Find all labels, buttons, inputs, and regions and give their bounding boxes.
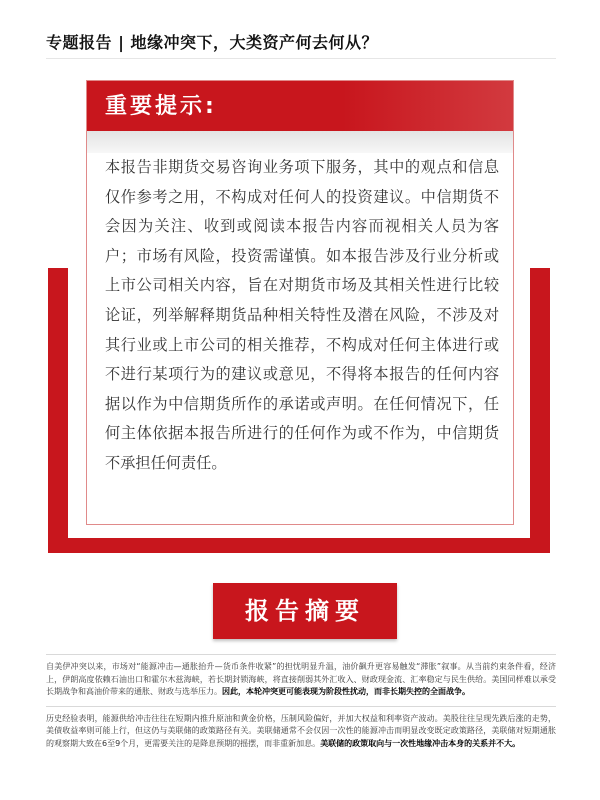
decorative-red-band-left (48, 268, 68, 553)
summary-paragraph-1-text: 自美伊冲突以来，市场对“能源冲击—通胀抬升—货币条件收紧”的担忧明显升温，油价飙升更容易触发“滞胀”叙事。从当前约束条件看，经济上，伊朗高度依赖石油出口和霍尔木兹海峡，若长期封锁海峡，将直接削弱其外汇收入、财政现金流、汇率稳定与民生供给。美国同样难以承受长期战争和高油价带来的通胀、财政与选举压力。 (46, 662, 556, 696)
notice-body-text: 本报告非期货交易咨询业务项下服务，其中的观点和信息仅作参考之用，不构成对任何人的投资建议。中信期货不会因为关注、收到或阅读本报告内容而视相关人员为客户；市场有风险，投资需谨慎。如本报告涉及行业分析或上市公司相关内容，旨在对期货市场及其相关性进行比较论证，列举解释期货品种相关特性及潜在风险，不涉及对其行业或上市公司的相关推荐，不构成对任何主体进行或不进行某项行为的建议或意见，不得将本报告的任何内容据以作为中信期货所作的承诺或声明。在任何情况下，任何主体依据本报告所进行的任何作为或不作为，中信期货不承担任何责任。 (105, 158, 499, 472)
report-summary-heading: 报告摘要 (213, 583, 397, 639)
decorative-red-band-bottom (48, 538, 550, 553)
decorative-red-band-right (530, 268, 550, 553)
title-divider (46, 58, 556, 59)
summary-divider (46, 706, 556, 707)
notice-header-label: 重要提示: (105, 94, 217, 119)
summary-paragraph-2 (46, 713, 556, 751)
summary-paragraph-1 (46, 661, 556, 699)
page-title: 专题报告 | 地缘冲突下，大类资产何去何从？ (46, 33, 378, 52)
summary-paragraph-1-emphasis: 因此，本轮冲突更可能表现为阶段性扰动，而非长期失控的全面战争。 (222, 687, 470, 696)
summary-paragraph-2-text: 历史经验表明，能源供给冲击往往在短期内推升原油和黄金价格，压制风险偏好，并加大权益和利率资产波动。美股往往呈现先跌后涨的走势，美债收益率则可能上行，但这仍与美联储的政策路径有关。美联储通常不会仅因一次性的能源冲击而明显改变既定政策路径，美联储对短期通胀的观察期大致在6至9个月，更需要关注的是降息预期的摇摆，而非重新加息。 (46, 713, 556, 748)
summary-section (46, 654, 556, 757)
summary-paragraph-2-emphasis: 美联储的政策取向与一次性地缘冲击本身的关系并不大。 (320, 738, 521, 748)
notice-header-shadow (87, 131, 513, 153)
important-notice-box (86, 80, 514, 525)
